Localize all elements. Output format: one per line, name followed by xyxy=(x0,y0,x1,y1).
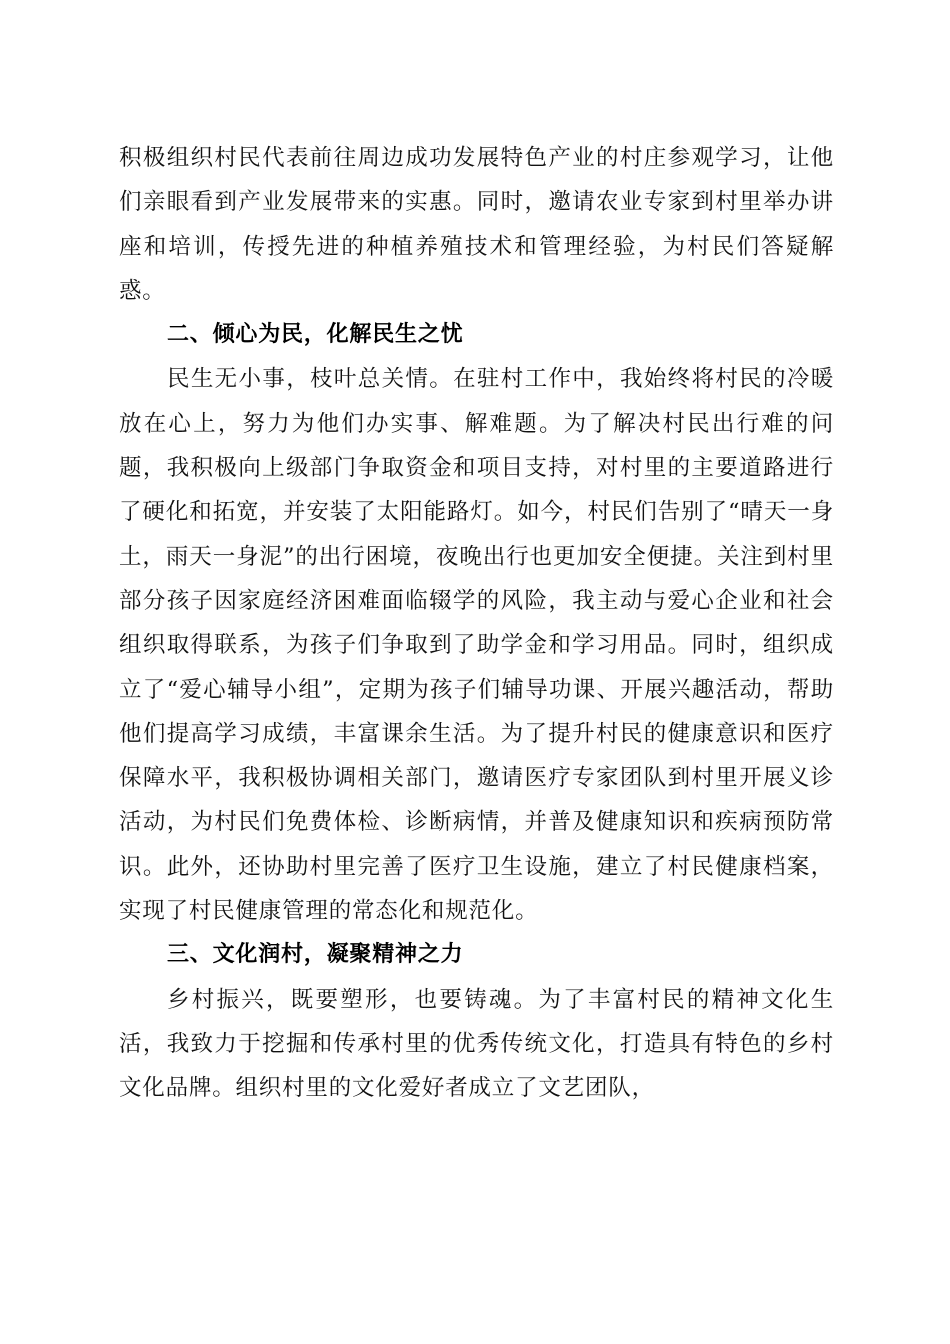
paragraph-continued: 积极组织村民代表前往周边成功发展特色产业的村庄参观学习，让他们亲眼看到产业发展带来的实惠。同时，邀请农业专家到村里举办讲座和培训，传授先进的种植养殖技术和管理经验，为村民们答疑解惑。 xyxy=(119,145,834,304)
section-heading-2: 二、倾心为民，化解民生之忧 xyxy=(167,322,464,348)
paragraph-culture: 乡村振兴，既要塑形，也要铸魂。为了丰富村民的精神文化生活，我致力于挖掘和传承村里的优秀传统文化，打造具有特色的乡村文化品牌。组织村里的文化爱好者成立了文艺团队， xyxy=(119,986,834,1102)
paragraph-livelihood: 民生无小事，枝叶总关情。在驻村工作中，我始终将村民的冷暖放在心上，努力为他们办实事、解难题。为了解决村民出行难的问题，我积极向上级部门争取资金和项目支持，对村里的主要道路进行了硬化和拓宽，并安装了太阳能路灯。如今，村民们告别了“晴天一身土，雨天一身泥”的出行困境，夜晚出行也更加安全便捷。关注到村里部分孩子因家庭经济困难面临辍学的风险，我主动与爱心企业和社会组织取得联系，为孩子们争取到了助学金和学习用品。同时，组织成立了“爱心辅导小组”，定期为孩子们辅导功课、开展兴趣活动，帮助他们提高学习成绩，丰富课余生活。为了提升村民的健康意识和医疗保障水平，我积极协调相关部门，邀请医疗专家团队到村里开展义诊活动，为村民们免费体检、诊断病情，并普及健康知识和疾病预防常识。此外，还协助村里完善了医疗卫生设施，建立了村民健康档案，实现了村民健康管理的常态化和规范化。 xyxy=(119,366,834,925)
document-body xyxy=(119,136,834,1111)
section-heading-3: 三、文化润村，凝聚精神之力 xyxy=(167,942,464,968)
